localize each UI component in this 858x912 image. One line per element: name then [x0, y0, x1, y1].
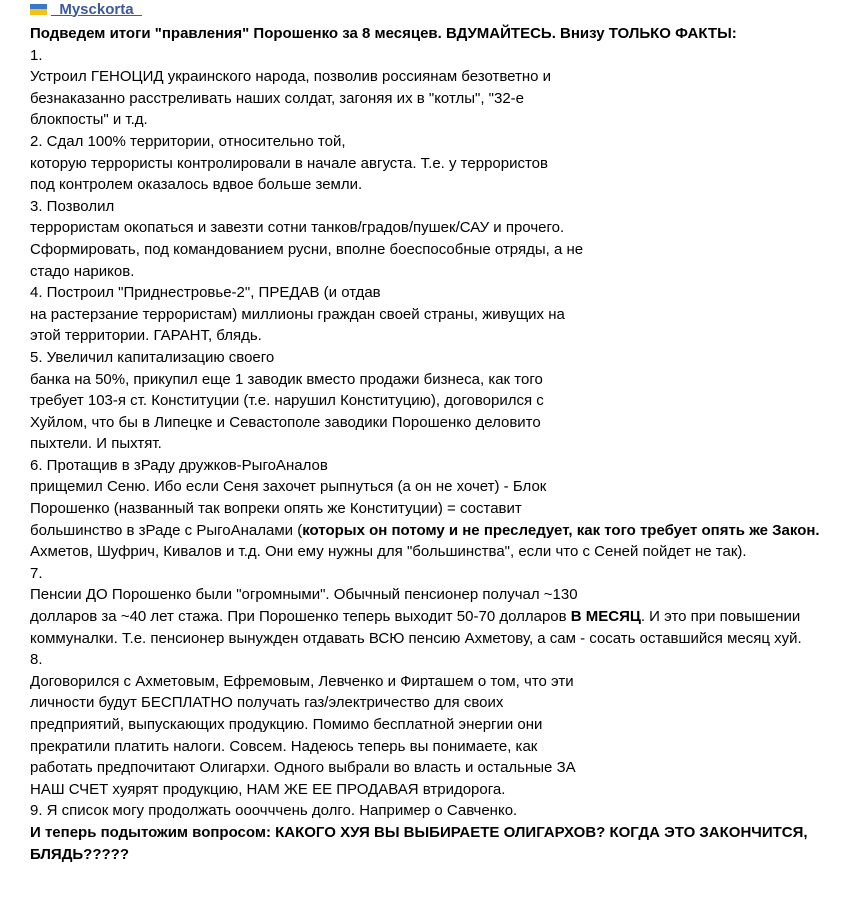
post-line	[30, 606, 830, 649]
post-line	[30, 779, 830, 801]
post-text: Договорился с Ахметовым, Ефремовым, Левченко и Фирташем о том, что эти	[30, 672, 574, 690]
bold-text: И теперь подытожим вопросом: КАКОГО ХУЯ ВЫ ВЫБИРАЕТЕ ОЛИГАРХОВ? КОГДА ЭТО ЗАКОНЧИТСЯ, БЛЯДЬ?????	[30, 823, 808, 863]
post-text: террористам окопаться и завезти сотни танков/градов/пушек/САУ и прочего.	[30, 219, 565, 237]
post-text: Сформировать, под командованием русни, вполне боеспособные отряды, а не	[30, 240, 584, 258]
post-text: этой территории. ГАРАНТ, блядь.	[30, 327, 262, 345]
username-link[interactable]: _Mysckorta_	[51, 0, 142, 18]
post-text: работать предпочитают Олигархи. Одного выбрали во власть и остальные ЗА	[30, 759, 576, 777]
post-line	[30, 714, 830, 736]
post-text: Устроил ГЕНОЦИД украинского народа, позволив россиянам безответно и	[30, 68, 552, 86]
post-text: Ахметов, Шуфрич, Кивалов и т.д. Они ему нужны для "большинства", если что с Сеней пойдет не так).	[30, 543, 747, 561]
post-text: 2. Сдал 100% территории, относительно той,	[30, 132, 346, 150]
post-line	[30, 325, 830, 347]
post-text: 9. Я список могу продолжать ооочччень долго. Например о Савченко.	[30, 802, 518, 820]
ukraine-flag-icon	[30, 4, 47, 15]
post-line	[30, 649, 830, 671]
post-line	[30, 390, 830, 412]
post-text: требует 103-я ст. Конституции (т.е. нарушил Конституцию), договорился с	[30, 392, 544, 410]
post-text: Порошенко (названный так вопреки опять же Конституции) = составит	[30, 500, 522, 518]
post-text: на растерзание террористам) миллионы граждан своей страны, живущих на	[30, 305, 565, 323]
post-line	[30, 671, 830, 693]
post-body	[30, 23, 830, 865]
bold-text: Подведем итоги "правления" Порошенко за 8 месяцев. ВДУМАЙТЕСЬ. Внизу ТОЛЬКО ФАКТЫ:	[30, 25, 737, 42]
post-line	[30, 584, 830, 606]
bold-text: которых он потому и не преследует, как того требует опять же Закон.	[302, 521, 820, 539]
post-text: прищемил Сеню. Ибо если Сеня захочет рыпнуться (а он не хочет) - Блок	[30, 478, 547, 496]
post-line	[30, 131, 830, 153]
post-line	[30, 174, 830, 196]
post-line	[30, 412, 830, 434]
post-text: которую террористы контролировали в начале августа. Т.е. у террористов	[30, 154, 548, 172]
post-line	[30, 822, 830, 865]
post-text: 7.	[30, 564, 43, 582]
post-text: 8.	[30, 651, 43, 669]
post-line	[30, 196, 830, 218]
post-text: НАШ СЧЕТ хуярят продукцию, НАМ ЖЕ ЕЕ ПРОДАВАЯ втридорога.	[30, 780, 506, 798]
post-line	[30, 239, 830, 261]
post-text: блокпосты" и т.д.	[30, 111, 148, 129]
post-line	[30, 757, 830, 779]
post-text: большинство в зРаде с РыгоАналами (	[30, 521, 303, 539]
post-line	[30, 153, 830, 175]
post-text: 4. Построил "Приднестровье-2", ПРЕДАВ (и отдав	[30, 284, 381, 302]
post-text: 5. Увеличил капитализацию своего	[30, 348, 275, 366]
post-text: долларов за ~40 лет стажа. При Порошенко теперь выходит 50-70 долларов	[30, 608, 571, 626]
post-line	[30, 498, 830, 520]
bold-text: В МЕСЯЦ	[570, 608, 641, 626]
post-header	[30, 0, 142, 18]
post-text: 1.	[30, 46, 43, 64]
post-text: под контролем оказалось вдвое больше земли.	[30, 176, 363, 194]
post-text: банка на 50%, прикупил еще 1 заводик вместо продажи бизнеса, как того	[30, 370, 543, 388]
post-line	[30, 45, 830, 67]
post-line	[30, 23, 830, 45]
post-line	[30, 66, 830, 88]
post-text: пыхтели. И пыхтят.	[30, 435, 162, 453]
post-line	[30, 369, 830, 391]
post-line	[30, 520, 830, 563]
post-text: 6. Протащив в зРаду дружков-РыгоАналов	[30, 456, 328, 474]
post-line	[30, 476, 830, 498]
post-line	[30, 347, 830, 369]
post-line	[30, 800, 830, 822]
post-line	[30, 455, 830, 477]
post-line	[30, 304, 830, 326]
post-line	[30, 217, 830, 239]
post-text: 3. Позволил	[30, 197, 115, 215]
post-line	[30, 563, 830, 585]
post-line	[30, 109, 830, 131]
post-text: Хуйлом, что бы в Липецке и Севастополе заводики Порошенко деловито	[30, 413, 541, 431]
post-text: Пенсии ДО Порошенко были "огромными". Обычный пенсионер получал ~130	[30, 586, 578, 604]
post-line	[30, 736, 830, 758]
post-text: прекратили платить налоги. Совсем. Надеюсь теперь вы понимаете, как	[30, 737, 538, 755]
post-text: безнаказанно расстреливать наших солдат, загоняя их в "котлы", "32-е	[30, 89, 525, 107]
post-line	[30, 88, 830, 110]
post-text: личности будут БЕСПЛАТНО получать газ/электричество для своих	[30, 694, 504, 712]
post-text: . И это при повышении коммуналки. Т.е. пенсионер вынужден отдавать ВСЮ пенсию Ахметову, а сам - сосать оставшийся месяц хуй.	[30, 608, 802, 647]
post-text: стадо нариков.	[30, 262, 135, 280]
post-line	[30, 261, 830, 283]
post-line	[30, 282, 830, 304]
post-text: предприятий, выпускающих продукцию. Помимо бесплатной энергии они	[30, 716, 543, 733]
post-line	[30, 433, 830, 455]
post-line	[30, 692, 830, 714]
